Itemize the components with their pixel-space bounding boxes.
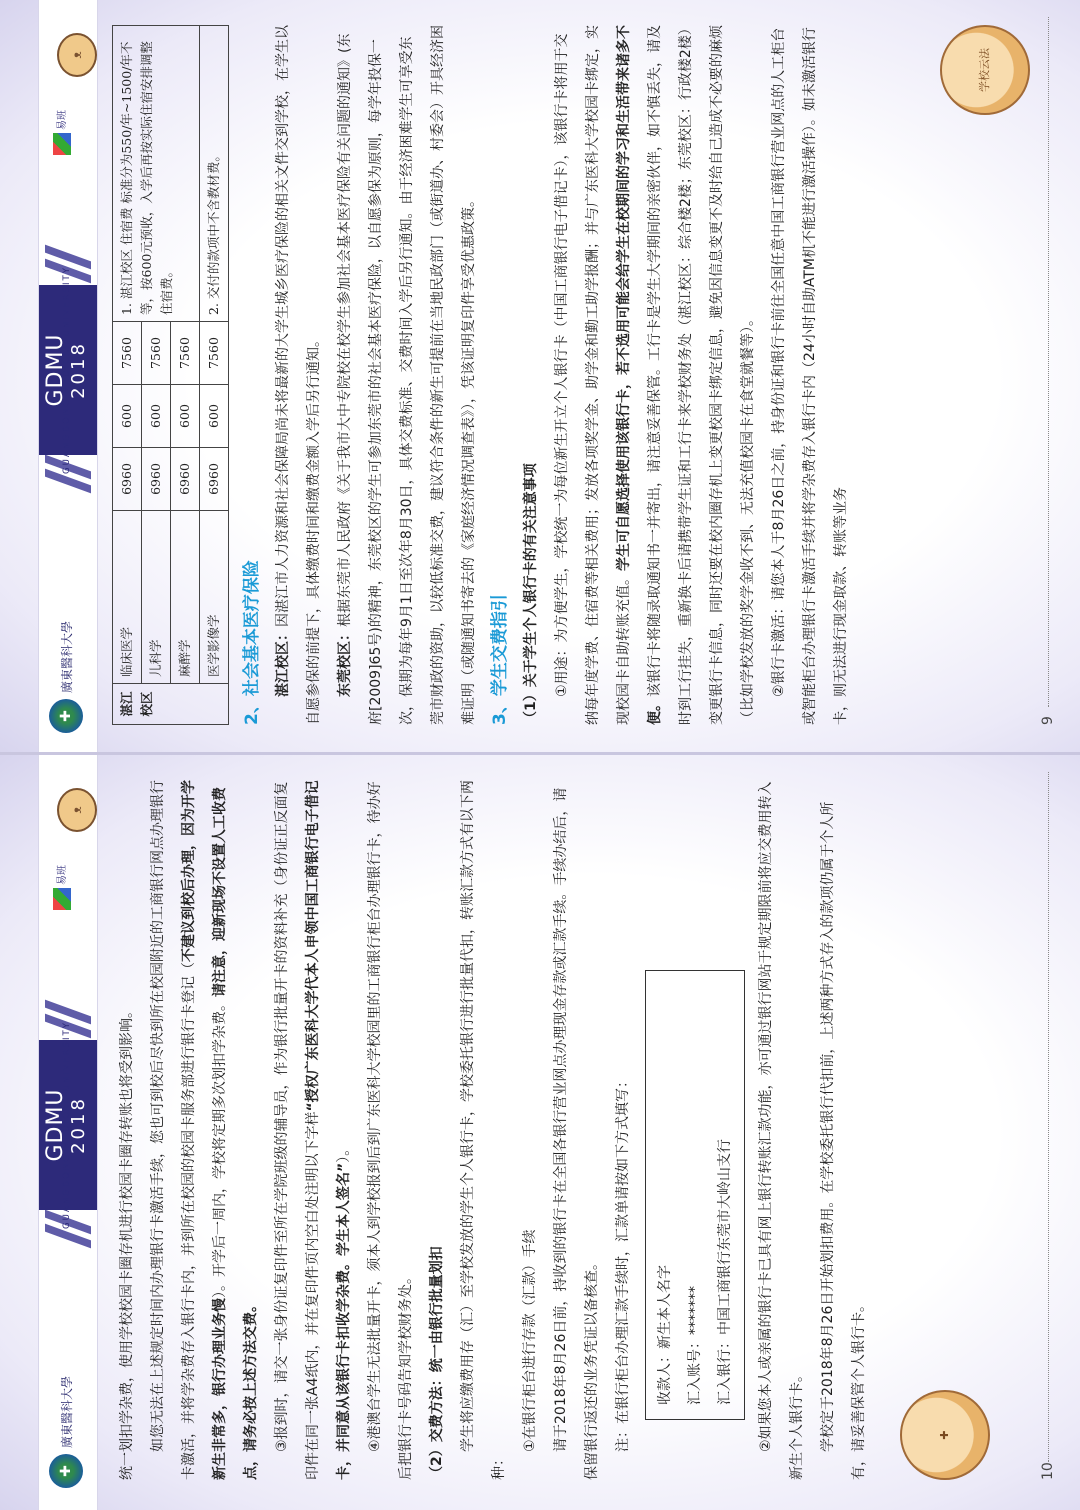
yiban-text: 易班 <box>57 110 68 130</box>
paragraph: ②银行卡激活：请您本人于8月26日之前，持身份证和银行卡前往全国任意中国工商银行营业网点的人工柜台或智能柜台办理银行卡激活手续并将学杂费存入银行卡内（24小时自助ATM机不能进行激活操作）。如未激活银行卡，则无法进行现金取款、转账等业务 <box>771 27 849 725</box>
paragraph-text: 因湛江市人力资源和社会保障局尚未将最新的大学生城乡医疗保险的相关文件交到学校，在学生以自愿参保的前提下，具体缴费时间和缴费金额入学后另行通知。 <box>275 25 322 725</box>
gdmu-title: GDMU <box>43 1088 68 1162</box>
fee-cell: 7560 <box>113 322 142 385</box>
paragraph <box>267 780 360 1480</box>
fee-cell: 600 <box>142 385 171 448</box>
fee-cell: 600 <box>171 385 200 448</box>
major-cell: 儿科学 <box>142 511 171 684</box>
paragraph-bold: 不建议到校后办理，因为开学新生非常多，银行办理业务慢 <box>181 780 228 1480</box>
bear-mascot-icon <box>940 25 1030 115</box>
logo-icon: ✚ <box>49 699 83 733</box>
yiban-text: 易班 <box>57 865 68 885</box>
paragraph: ④港澳台学生无法批量开卡，须本人到学校报到后到广东医科大学校园里的工商银行柜台办理银行卡，待办好后把银行卡号码告知学校财务处。 <box>367 781 414 1480</box>
paragraph: 请于2018年8月26日前，持收到的银行卡在全国各银行营业网点办理现金存款或汇款手续。手续办结后，请保留银行返还的业务凭证以备核查。 <box>553 787 600 1480</box>
bear-mascot-icon: ᴥ <box>57 33 97 77</box>
paragraph-text: 该银行卡将随录取通知书一并寄出，请注意妥善保管。工行卡是学生大学期间的亲密伙伴，如不慎丢失，请及时到工行挂失，重新换卡后请携带学生证和工行卡来学校财务处（湛江校区：综合楼2楼；东莞校区：行政楼2楼）变更银行卡信息，同时还要在校内圈存机上变更校园卡绑定信息，避免因信息变更不及时给自己造成不必要的麻烦（比如学校发放的奖学金收不到、无法充值校园卡在食堂就餐等）。 <box>647 25 756 725</box>
gdmu-title: GDMU <box>43 333 68 407</box>
fee-cell: 7560 <box>171 322 200 385</box>
yiban-logo <box>53 110 71 155</box>
campus-cell: 湛江校区 <box>113 684 229 725</box>
subsection-heading: （2）交费方法：统一由银行批量划扣 <box>429 1246 445 1480</box>
table-row <box>113 26 142 725</box>
fee-cell: 7560 <box>200 322 229 385</box>
page-10-canvas <box>0 755 1080 1510</box>
major-cell: 麻醉学 <box>171 511 200 684</box>
account-line: 汇入账号：******* <box>687 1286 703 1405</box>
gdmu-year: 2018 <box>68 1096 89 1154</box>
gdmu-subtitle: GUANGDONG MEDICAL UNIVERSITY <box>62 266 72 474</box>
bear-mascot-icon: ᴥ <box>57 788 97 832</box>
major-cell: 临床医学 <box>113 511 142 684</box>
paragraph-text: 根据东莞市人民政府《关于我市大中专院校在校学生参加社会基本医疗保险有关问题的通知》(东府[2009]65号)的精神，东莞校区的学生可参加东莞市的社会基本医疗保险，以自愿参保为原则，每学年投保一次，保期为每年9月1日至次年8月30日，具体交费标准、交费时间入学后另行通知。由于经济困难学生可享受东莞市财政的资助，以较低标准交费，建议符合条件的新生可提前在当地民政部门（或街道办、村委会）开具经济困难证明（或随通知书寄去的《家庭经济情况调查表》），凭该证明复印件享受优惠政策。 <box>337 25 477 725</box>
paragraph-text: ①用途：为方便学生，学校统一为每位新生开立个人银行卡（中国工商银行电子借记卡），该银行卡将用于交纳每年度学费、住宿费等相关费用；发放各项奖学金、助学金和勤工助学报酬；并与广东医科大学校园卡绑定，实现校园卡自助转账充值。 <box>554 25 632 725</box>
footer-divider <box>1048 17 1049 707</box>
bear-nurse-mascot-icon: ✚ <box>900 1390 990 1480</box>
paragraph-bold: “授权广东医科大学代本人申领中国工商银行电子借记卡，并同意从该银行卡扣收学杂费。学生本人签名” <box>305 780 352 1480</box>
logo-text: 廣東醫科大學 <box>59 1375 74 1448</box>
page-10 <box>0 755 1080 1510</box>
major-cell: 医学影像学 <box>200 511 229 684</box>
page-number: 9 <box>1040 716 1056 725</box>
fee-cell: 6960 <box>113 448 142 511</box>
fee-cell: 6960 <box>200 448 229 511</box>
paragraph <box>547 25 764 725</box>
paragraph: 学生将应缴费用存（汇）至学校发放的学生个人银行卡，学校委托银行进行批量代扣，转账汇款方式有以下两种： <box>460 780 507 1480</box>
footer-divider <box>1048 772 1049 1462</box>
page-9-content <box>112 25 857 725</box>
paragraph-text: 如您无法在上述规定时间内办理银行卡激活手续，您也可到校后尽快到所在校园附近的工商银行网点办理银行卡激活，并将学杂费存入银行卡内，并到所在校园的校园卡服务部进行银行卡登记（ <box>150 780 197 1480</box>
logo-icon: ✚ <box>49 1454 83 1488</box>
paragraph-text: ）。开学后一周内，学校将定期多次划扣学杂费。 <box>212 997 228 1298</box>
paragraph: 统一划扣学杂费，使用学校校园卡圈存机进行校园卡圈存转账也将受到影响。 <box>119 1004 135 1480</box>
fee-cell: 600 <box>200 385 229 448</box>
section-heading: 2、社会基本医疗保险 <box>242 560 262 725</box>
paragraph <box>268 25 330 725</box>
paragraph-text: ③报到时，请交一张身份证复印件至所在学院班级的辅导员，作为银行批量开卡的资料补充（身份证正反面复印件在同一张A4纸内，并在复印件页内空白处注明以下字样 <box>274 781 321 1480</box>
fee-table <box>112 25 229 725</box>
paragraph-text: ）。 <box>336 1141 352 1163</box>
paragraph: 学校定于2018年8月26日开始划扣费用。在学校委托银行代扣前，上述两种方式存入的款项仍属于个人所有，请妥善保管个人银行卡。 <box>820 801 867 1480</box>
fee-cell: 6960 <box>171 448 200 511</box>
paragraph: 注：在银行柜台办理汇款手续时，汇款单请按如下方式填写： <box>615 1074 631 1452</box>
paragraph: ①在银行柜台进行存款（汇款）手续 <box>522 1229 538 1452</box>
logo-text: 廣東醫科大學 <box>59 620 74 693</box>
fee-cell: 7560 <box>142 322 171 385</box>
paragraph-label: 湛江校区： <box>275 627 291 697</box>
mascot-label: 学校云法 <box>978 48 991 92</box>
section-heading: 3、学生交费指引 <box>490 594 510 725</box>
paragraph <box>330 25 485 725</box>
subsection-heading: （1）关于学生个人银行卡的有关注意事项 <box>523 463 539 725</box>
fee-cell: 6960 <box>142 448 171 511</box>
page-10-content <box>112 780 875 1480</box>
paragraph <box>143 780 267 1480</box>
page-number: 10 <box>1040 1462 1056 1480</box>
paragraph-bold: 学生可自愿选择使用该银行卡，若不选用可能会给学生在校期间的学习和生活带来诸多不便。 <box>616 25 663 725</box>
fee-cell: 600 <box>113 385 142 448</box>
gdmu-year: 2018 <box>68 341 89 399</box>
gdmu-subtitle: GUANGDONG MEDICAL UNIVERSITY <box>62 1021 72 1229</box>
university-logo <box>49 1376 83 1488</box>
paragraph-bold: 请注意，迎新现场不设置人工收费点，请务必按上述方法交费。 <box>212 787 259 1480</box>
yiban-icon <box>53 133 71 155</box>
yiban-icon <box>53 888 71 910</box>
remittance-box <box>645 970 745 1420</box>
table-row <box>200 26 229 725</box>
payee-line: 收款人：新生本人名字 <box>657 1265 673 1405</box>
bank-line: 汇入银行：中国工商银行东莞市大岭山支行 <box>717 1139 733 1405</box>
yiban-logo <box>53 865 71 910</box>
note-cell: 1. 湛江校区 住宿费 标准分为550/年~1500/年不等，按600元预收，入学后再按实际住宿安排调整住宿费。 <box>113 26 200 322</box>
note-cell: 2. 交付的款项中不含教材费。 <box>200 26 229 322</box>
university-logo <box>49 621 83 733</box>
paragraph-label: 东莞校区： <box>337 627 353 697</box>
paragraph: ②如果您本人或亲属的银行卡已具有网上银行转账汇款功能，亦可通过银行网站于规定期限前将应交费用转入新生个人银行卡。 <box>758 781 805 1480</box>
